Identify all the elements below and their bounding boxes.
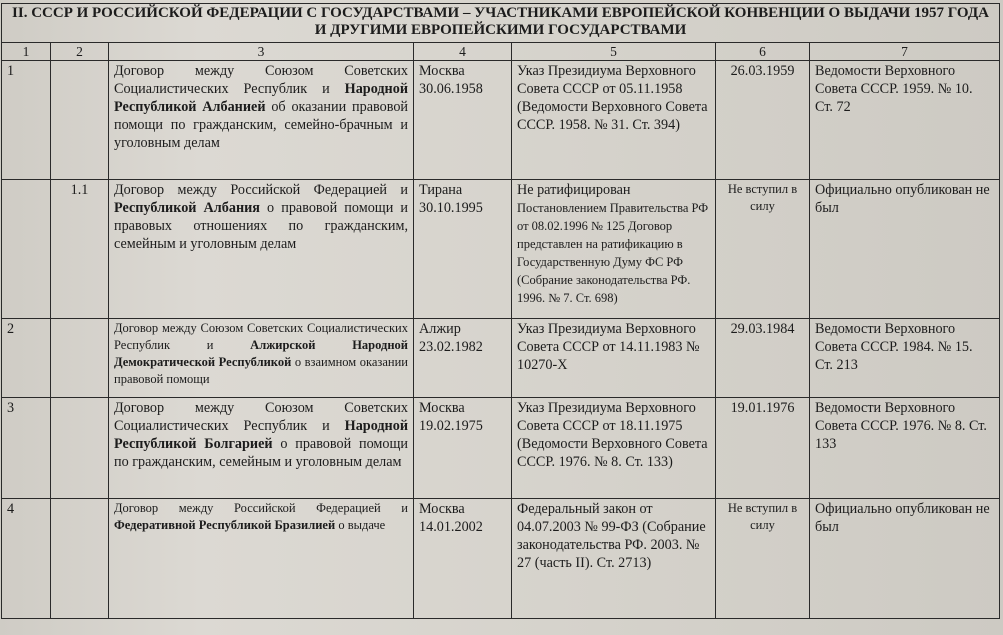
signing-place-date: Москва 14.01.2002 (414, 499, 512, 619)
signing-place-date: Москва 30.06.1958 (414, 61, 512, 180)
treaties-table (1, 3, 1000, 619)
publication-source: Ведомости Верховного Совета СССР. 1984. № 15. Ст. 213 (810, 319, 1000, 398)
ratification-act: Не ратифицирован Постановлением Правительства РФ от 08.02.1996 № 125 Договор представлен на ратификацию в Государственную Думу ФС РФ (Собрание законодательства РФ. 1996. № 7. Ст. 698) (512, 180, 716, 319)
treaty-title: Договор между Союзом Советских Социалистических Республик и Алжирской Народной Демократической Республикой о взаимном оказании правовой помощи (109, 319, 414, 398)
entry-into-force: 26.03.1959 (716, 61, 810, 180)
column-header-7: 7 (810, 43, 1000, 61)
row-number: 1 (2, 61, 51, 180)
table-row (2, 180, 1000, 319)
signing-place-date: Тирана 30.10.1995 (414, 180, 512, 319)
row-subnumber (51, 499, 109, 619)
row-number: 4 (2, 499, 51, 619)
row-subnumber (51, 398, 109, 499)
column-number-row (2, 43, 1000, 61)
table-row (2, 319, 1000, 398)
ratification-act: Указ Президиума Верховного Совета СССР от 05.11.1958 (Ведомости Верховного Совета СССР. 1958. № 31. Ст. 394) (512, 61, 716, 180)
party-name: Федеративной Республикой Бразилией (114, 518, 336, 532)
column-header-6: 6 (716, 43, 810, 61)
table-title-row (2, 4, 1000, 43)
column-header-4: 4 (414, 43, 512, 61)
publication-source: Ведомости Верховного Совета СССР. 1976. № 8. Ст. 133 (810, 398, 1000, 499)
row-subnumber: 1.1 (51, 180, 109, 319)
column-header-3: 3 (109, 43, 414, 61)
publication-source: Официально опубликован не был (810, 499, 1000, 619)
row-number: 2 (2, 319, 51, 398)
entry-into-force: 19.01.1976 (716, 398, 810, 499)
party-name: Республикой Албания (114, 200, 260, 216)
publication-source: Ведомости Верховного Совета СССР. 1959. № 10. Ст. 72 (810, 61, 1000, 180)
column-header-5: 5 (512, 43, 716, 61)
ratification-act: Указ Президиума Верховного Совета СССР от 18.11.1975 (Ведомости Верховного Совета СССР. 1976. № 8. Ст. 133) (512, 398, 716, 499)
ratification-act: Федеральный закон от 04.07.2003 № 99-ФЗ (Собрание законодательства РФ. 2003. № 27 (часть II). Ст. 2713) (512, 499, 716, 619)
ratification-act: Указ Президиума Верховного Совета СССР от 14.11.1983 № 10270-Х (512, 319, 716, 398)
entry-into-force: Не вступил в силу (716, 180, 810, 319)
row-subnumber (51, 319, 109, 398)
row-number: 3 (2, 398, 51, 499)
party-name: Народной Республикой Болгарией (114, 418, 408, 452)
publication-source: Официально опубликован не был (810, 180, 1000, 319)
table-row (2, 61, 1000, 180)
row-subnumber (51, 61, 109, 180)
treaty-title: Договор между Союзом Советских Социалистических Республик и Народной Республикой Албанией об оказании правовой помощи по гражданским, семейно-брачным и уголовным делам (109, 61, 414, 180)
party-name: Народной Республикой Албанией (114, 81, 408, 115)
signing-place-date: Москва 19.02.1975 (414, 398, 512, 499)
treaty-title: Договор между Российской Федерацией и Федеративной Республикой Бразилией о выдаче (109, 499, 414, 619)
table-row (2, 398, 1000, 499)
treaty-title: Договор между Союзом Советских Социалистических Республик и Народной Республикой Болгарией о правовой помощи по гражданским, семейным и уголовным делам (109, 398, 414, 499)
column-header-1: 1 (2, 43, 51, 61)
table-row (2, 499, 1000, 619)
table-title: II. СССР И РОССИЙСКОЙ ФЕДЕРАЦИИ С ГОСУДАРСТВАМИ – УЧАСТНИКАМИ ЕВРОПЕЙСКОЙ КОНВЕНЦИИ О ВЫДАЧИ 1957 ГОДА И ДРУГИМИ ЕВРОПЕЙСКИМИ ГОСУДАРСТВАМИ (2, 4, 1000, 43)
party-name: Алжирской Народной Демократической Республикой (114, 338, 408, 369)
row-number (2, 180, 51, 319)
treaty-title: Договор между Российской Федерацией и Республикой Албания о правовой помощи и правовых отношениях по гражданским, семейным и уголовным делам (109, 180, 414, 319)
entry-into-force: Не вступил в силу (716, 499, 810, 619)
signing-place-date: Алжир 23.02.1982 (414, 319, 512, 398)
entry-into-force: 29.03.1984 (716, 319, 810, 398)
column-header-2: 2 (51, 43, 109, 61)
